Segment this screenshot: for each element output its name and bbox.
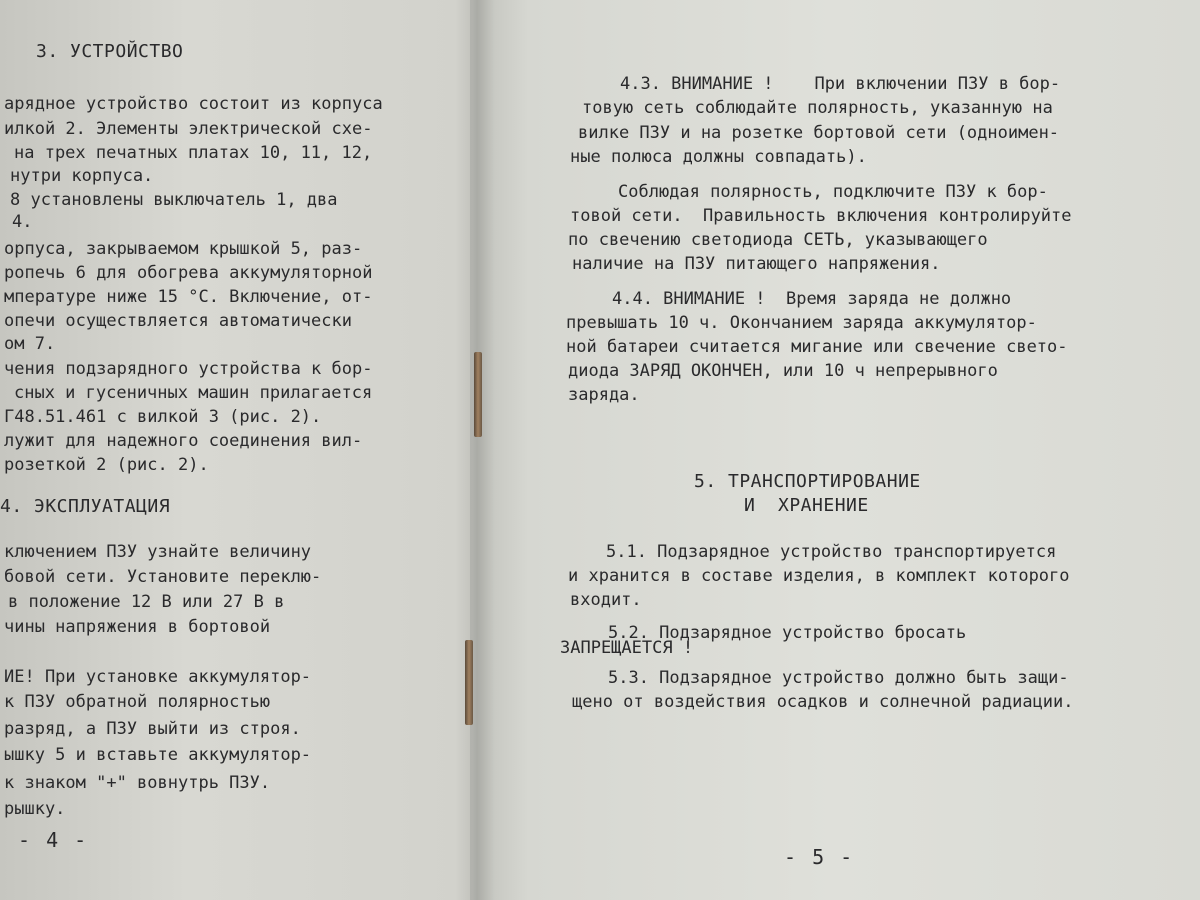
right-text-line: щено от воздействия осадков и солнечной радиации. — [572, 692, 1074, 712]
left-text-line: мпературе ниже 15 °С. Включение, от- — [4, 287, 373, 307]
right-text-line: ной батареи считается мигание или свечение свето- — [566, 337, 1068, 357]
page-number-left: - 4 - — [18, 828, 89, 852]
left-text-line: орпуса, закрываемом крышкой 5, раз- — [4, 239, 363, 259]
left-text-line: разряд, а ПЗУ выйти из строя. — [4, 719, 301, 739]
left-text-line: сных и гусеничных машин прилагается — [14, 383, 373, 403]
left-text-line: ом 7. — [4, 334, 56, 354]
staple-top — [474, 352, 482, 437]
right-text-line: заряда. — [568, 385, 640, 405]
left-text-line: чения подзарядного устройства к бор- — [4, 359, 373, 379]
right-text-line: ные полюса должны совпадать). — [570, 147, 867, 167]
right-text-line: диода ЗАРЯД ОКОНЧЕН, или 10 ч непрерывного — [568, 361, 998, 381]
right-text-line: и хранится в составе изделия, в комплект которого — [568, 566, 1070, 586]
left-text-line: в положение 12 В или 27 В в — [8, 592, 285, 612]
right-text-line: 5.1. Подзарядное устройство транспортируется — [606, 542, 1057, 562]
left-text-line: ключением ПЗУ узнайте величину — [4, 542, 312, 562]
right-text-line: 5.2. Подзарядное устройство бросать — [608, 623, 967, 643]
left-text-line: ышку 5 и вставьте аккумулятор- — [4, 745, 312, 765]
right-text-line: товую сеть соблюдайте полярность, указанную на — [582, 98, 1053, 118]
left-text-line: розеткой 2 (рис. 2). — [4, 455, 209, 475]
left-text-line: бовой сети. Установите переклю- — [4, 567, 322, 587]
section-heading-3: 3. УСТРОЙСТВО — [36, 41, 184, 62]
left-text-line: лужит для надежного соединения вил- — [4, 431, 363, 451]
right-text-line: Соблюдая полярность, подключите ПЗУ к бор- — [618, 182, 1048, 202]
book-fold — [455, 0, 495, 900]
right-text-line: 4.4. ВНИМАНИЕ ! Время заряда не должно — [612, 289, 1012, 309]
right-text-line: вилке ПЗУ и на розетке бортовой сети (одноимен- — [578, 123, 1060, 143]
left-text-line: арядное устройство состоит из корпуса — [4, 94, 383, 114]
right-text-line: по свечению светодиода СЕТЬ, указывающего — [568, 230, 988, 250]
staple-bottom — [465, 640, 473, 725]
right-text-line: 5.3. Подзарядное устройство должно быть защи- — [608, 668, 1069, 688]
right-text-line: товой сети. Правильность включения контролируйте — [570, 206, 1072, 226]
right-text-line: ЗАПРЕЩАЕТСЯ ! — [560, 638, 694, 658]
left-text-line: ИЕ! При установке аккумулятор- — [4, 667, 312, 687]
section-heading-4: 4. ЭКСПЛУАТАЦИЯ — [0, 496, 171, 517]
left-text-line: на трех печатных платах 10, 11, 12, — [14, 143, 373, 163]
section-heading-5-line2: И ХРАНЕНИЕ — [744, 495, 869, 516]
left-text-line: рышку. — [4, 799, 66, 819]
left-text-line: ропечь 6 для обогрева аккумуляторной — [4, 263, 373, 283]
page-number-right: - 5 - — [784, 845, 855, 869]
left-text-line: к ПЗУ обратной полярностью — [4, 692, 271, 712]
left-text-line: 8 установлены выключатель 1, два — [10, 190, 338, 210]
left-text-line: к знаком "+" вовнутрь ПЗУ. — [4, 773, 271, 793]
left-text-line: чины напряжения в бортовой — [4, 617, 271, 637]
left-text-line: опечи осуществляется автоматически — [4, 311, 352, 331]
left-text-line: 4. — [12, 212, 33, 232]
right-text-line: наличие на ПЗУ питающего напряжения. — [572, 254, 941, 274]
right-text-line: входит. — [570, 590, 642, 610]
section-heading-5: 5. ТРАНСПОРТИРОВАНИЕ — [694, 471, 921, 492]
left-text-line: Г48.51.461 с вилкой 3 (рис. 2). — [4, 407, 322, 427]
right-text-line: 4.3. ВНИМАНИЕ ! При включении ПЗУ в бор- — [620, 74, 1061, 94]
left-text-line: илкой 2. Элементы электрической схе- — [4, 119, 373, 139]
left-text-line: нутри корпуса. — [10, 166, 154, 186]
right-text-line: превышать 10 ч. Окончанием заряда аккумулятор- — [566, 313, 1037, 333]
